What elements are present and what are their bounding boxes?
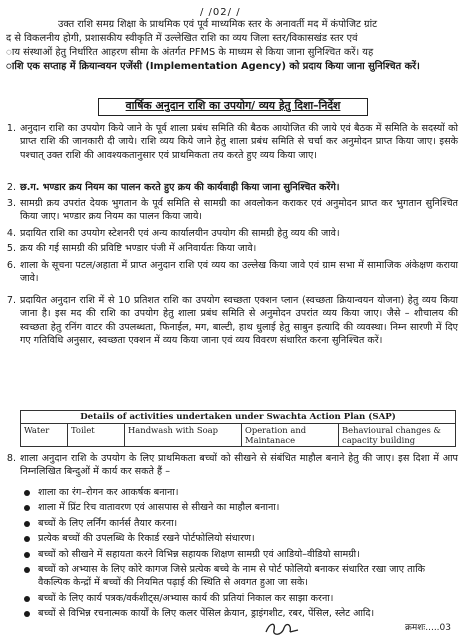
bullet-item xyxy=(24,501,456,514)
bullet-item xyxy=(24,532,456,545)
sap-col-handwash: Handwash with Soap xyxy=(125,424,242,447)
intro-line-4: ाशि एक सप्ताह में क्रियान्वयन एजेंसी (Implementation Agency) को प्रदाय किया जाना सुनिश्चित करें। xyxy=(6,61,420,72)
bullet-text: बच्चों से विभिन्न रचनात्मक कार्यों के लिए कलर पेंसिल क्रेयान, ड्राइंगशीट, रबर, पेंसिल, स्लेट आदि। xyxy=(38,608,375,620)
bullet-item xyxy=(24,517,456,530)
bullet-icon xyxy=(24,521,30,527)
bullet-item xyxy=(24,563,456,590)
item-number: 7. xyxy=(6,295,16,306)
bullet-text: शाला में प्रिंट रिच वातावरण एवं आसपास से सीखने का माहौल बनाना। xyxy=(38,502,280,514)
bullet-icon xyxy=(24,490,30,496)
item-text: क्रय की गई सामग्री की प्रविष्टि भण्डार पंजी में अनिवार्यतः किया जावे। xyxy=(20,243,257,254)
bullet-item xyxy=(24,607,456,620)
intro-paragraph xyxy=(6,18,456,74)
bullet-icon xyxy=(24,596,30,602)
list-item xyxy=(0,181,458,195)
signature-mark xyxy=(262,620,302,638)
page-number: / /02/ / xyxy=(200,7,241,18)
bullet-text: बच्चों को अभ्यास के लिए कोरे कागज जिसे प्रत्येक बच्चे के नाम से पोर्ट फोलियो बनाकर संधारित रखा जाए ताकि वैकल्पिक केन्द्रों में बच्चों की नियमित पढ़ाई की स्थिति से अवगत हुआ जा सके। xyxy=(38,564,425,589)
intro-line-1: उक्त राशि समग्र शिक्षा के प्राथमिक एवं पूर्व माध्यमिक स्तर के अनावर्ती मद में कंपोजिट ग्रांट xyxy=(58,19,378,30)
bullet-item xyxy=(24,592,456,605)
bullet-list xyxy=(24,486,456,621)
item-number: 6. xyxy=(6,260,16,271)
list-item xyxy=(0,197,458,225)
bullet-text: बच्चों के लिए लर्निंग कार्नर्स तैयार करना। xyxy=(38,517,178,529)
bullet-icon xyxy=(24,611,30,617)
sap-table-caption: Details of activities undertaken under Swachta Action Plan (SAP) xyxy=(21,411,456,424)
item-number: 4. xyxy=(6,228,16,239)
bullet-icon xyxy=(24,552,30,558)
guidelines-heading: वार्षिक अनुदान राशि का उपयोग/ व्यय हेतु दिशा–निर्देश xyxy=(125,99,341,112)
sap-col-operation: Operation and Maintanace xyxy=(242,424,339,447)
sap-col-toilet: Toilet xyxy=(68,424,125,447)
item-text: छ.ग. भण्डार क्रय नियम का पालन करते हुए क्रय की कार्यवाही किया जाना सुनिश्चित करेंगे। xyxy=(20,182,340,193)
bullet-text: प्रत्येक बच्चों की उपलब्धि के रिकार्ड रखने पोर्टफोलियो संधारण। xyxy=(38,533,255,545)
item-number: 5. xyxy=(6,243,16,254)
bullet-text: बच्चों के लिए कार्य पत्रक/वर्कशीट्स/अभ्यास कार्य की प्रतियां निकाल कर साझा करना। xyxy=(38,592,334,604)
item-text: प्रदायित राशि का उपयोग स्टेशनरी एवं अन्य कार्यालयीन उपयोग की सामग्री हेतु व्यय की जावे। xyxy=(20,228,340,239)
sap-col-water: Water xyxy=(21,424,68,447)
item-text: प्रदायित अनुदान राशि में से 10 प्रतिशत राशि का उपयोग स्वच्छता एक्शन प्लान (स्वच्छता क्रियान्वयन योजना) हेतु व्यय किया जाना है। इस मद की राशि का उपयोग हेतु शाला प्रबंध समिति से अनुमोदन उपरांत व्यय किया जाए। जैसे – शौचालय की स्वच्छता हेतु रनिंग वाटर की उपलब्धता, फिनाईल, मग, बाल्टी, हाथ धुलाई हेतु साबुन इत्यादि की व्यवस्था। निम्न सारणी में दिए गए गतिविधि अनुसार, स्वच्छता एक्शन में व्यय किया जाना एवं व्यय विवरण संधारित करना सुनिश्चित करें। xyxy=(20,295,458,347)
continued-marker: क्रमशः.....03 xyxy=(405,623,451,633)
bullet-item xyxy=(24,486,456,499)
list-item xyxy=(0,227,458,241)
bullet-icon xyxy=(24,567,30,573)
item-number: 1. xyxy=(6,123,16,134)
sap-col-behaviour: Behavioural changes & capacity building xyxy=(339,424,456,447)
item-number: 8. xyxy=(6,453,16,464)
item-text: शाला अनुदान राशि के उपयोग के लिए प्राथमिकता बच्चों को सीखने से संबंधित माहौल बनाने हेतु की जाए। इस दिशा में आप निम्नलिखित बिन्दुओं में कार्य कर सकते हैं – xyxy=(20,453,458,478)
bullet-item xyxy=(24,548,456,561)
item-number: 2. xyxy=(6,182,16,193)
bullet-text: शाला का रंग–रोगन कर आकर्षक बनाना। xyxy=(38,487,179,498)
list-item xyxy=(0,294,458,406)
bullet-icon xyxy=(24,505,30,511)
list-item xyxy=(0,122,458,178)
sap-table xyxy=(20,410,456,447)
item-text: अनुदान राशि का उपयोग किये जाने के पूर्व शाला प्रबंध समिति की बैठक आयोजित की जाये एवं बैठक में समिति के सदस्यों को प्राप्त राशि की जानकारी दी जाये। राशि व्यय किये जाने हेतु शाला प्रबंध समिति से चर्चा कर अनुमोदन प्राप्त किया जाए। इसके पश्चात् उक्त राशि की आवश्यकतानुसार एवं प्राथमिकता तय करते हुए व्यय किया जाए। xyxy=(20,123,458,161)
item-text: सामग्री क्रय उपरांत देयक भुगतान के पूर्व समिति से सामग्री का अवलोकन कराकर एवं अनुमोदन प्राप्त कर भुगतान सुनिश्चित किया जाए। भण्डार क्रय नियम का पालन किया जाये। xyxy=(20,198,458,223)
item-text: शाला के सूचना पटल/अहाता में प्राप्त अनुदान राशि एवं व्यय का उल्लेख किया जावे एवं ग्राम सभा में सामाजिक अंकेक्षण कराया जावे। xyxy=(20,260,458,285)
bullet-text: बच्चों को सीखने में सहायता करने विभिन्न सहायक शिक्षण सामग्री एवं आडियो–वीडियो सामग्री। xyxy=(38,548,360,560)
item-number: 3. xyxy=(6,198,16,209)
intro-line-3: ाय संस्थाओं हेतु निर्धारित आहरण सीमा के अंतर्गत PFMS के माध्यम से किया जाना सुनिश्चित करें। यह xyxy=(6,47,374,58)
intro-line-2: द से विकलनीय होगी, प्रशासकीय स्वीकृति में उल्लेखित राशि का व्यय जिला स्तर/विकासखंड स्तर एवं xyxy=(6,33,358,44)
list-item xyxy=(0,452,458,480)
list-item xyxy=(0,242,458,256)
bullet-icon xyxy=(24,536,30,542)
list-item xyxy=(0,259,458,287)
